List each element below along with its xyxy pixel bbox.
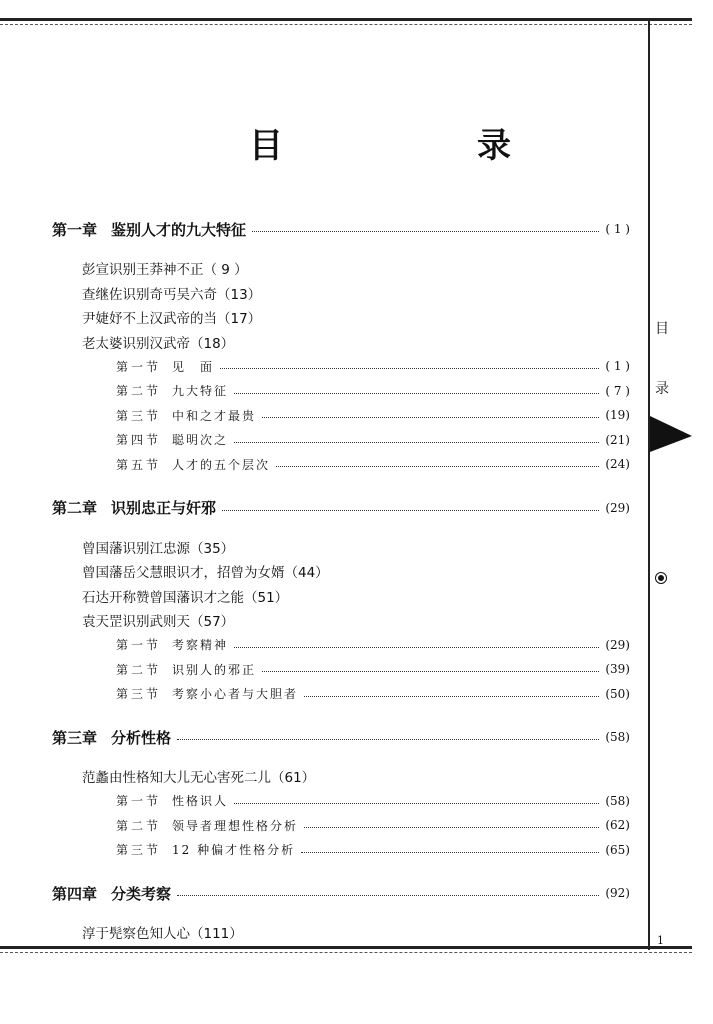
page-ref: (29) (605, 637, 630, 652)
toc-story (52, 256, 630, 281)
section-name: 12 种偏才性格分析 (172, 843, 296, 858)
toc-story (52, 764, 630, 789)
section-name: 性格识人 (172, 794, 229, 809)
page-ref: (58) (605, 793, 630, 808)
section-title (116, 841, 295, 858)
page-ref: (58) (605, 730, 630, 744)
toc-story (52, 281, 630, 306)
toc-section (52, 682, 630, 707)
chapter-name: 分析性格 (111, 728, 172, 747)
chapter-title (52, 883, 171, 904)
story-title: 查继佐识别奇丐吴六奇（13） (82, 286, 262, 303)
section-name: 人才的五个层次 (172, 457, 271, 472)
side-tab-top: 目 (655, 321, 669, 337)
section-name: 考察精神 (172, 638, 229, 653)
table-of-contents (52, 214, 630, 945)
chapter-title (52, 497, 216, 518)
section-name: 考察小心者与大胆者 (172, 687, 299, 702)
story-title: 老太婆识别汉武帝（18） (82, 335, 235, 352)
top-rule (0, 18, 692, 21)
section-number: 第二节 (116, 818, 162, 833)
page-ref: (39) (605, 662, 630, 677)
story-title: 范蠡由性格知大儿无心害死二儿（61） (82, 770, 316, 787)
dot-leader (304, 826, 599, 828)
page-ref: (24) (605, 457, 630, 472)
section-number: 第一节 (116, 794, 162, 809)
toc-section (52, 403, 630, 428)
page-ref: ( 7 ) (605, 383, 630, 398)
dot-leader (234, 441, 599, 443)
section-name: 见 面 (172, 359, 215, 374)
chapter-number: 第二章 (52, 499, 98, 517)
side-tab-bottom: 录 (655, 381, 669, 397)
section-title (116, 407, 256, 424)
page-ref: (62) (605, 818, 630, 833)
toc-section (52, 838, 630, 863)
story-title: 淳于髡察色知人心（111） (82, 926, 243, 943)
section-number: 第三节 (116, 843, 162, 858)
toc-section (52, 452, 630, 477)
page-ref: ( 1 ) (605, 222, 630, 236)
story-title: 石达开称赞曾国藩识才之能（51） (82, 589, 289, 606)
section-name: 九大特征 (172, 384, 229, 399)
page-ref: (50) (605, 686, 630, 701)
chapter-title (52, 727, 171, 748)
section-number: 第一节 (116, 359, 162, 374)
page-ref: ( 1 ) (605, 359, 630, 374)
chapter-number: 第四章 (52, 884, 98, 903)
toc-section (52, 813, 630, 838)
toc-chapter (52, 214, 630, 244)
dot-leader (276, 465, 599, 467)
toc-story (52, 305, 630, 330)
page-ref: (19) (605, 408, 630, 423)
page-number: 1 (657, 934, 664, 947)
section-number: 第一节 (116, 638, 162, 653)
chapter-name: 识别忠正与奸邪 (111, 499, 217, 517)
chapter-title (52, 219, 246, 240)
section-name: 领导者理想性格分析 (172, 818, 299, 833)
dot-leader (234, 392, 599, 394)
section-title (116, 382, 228, 399)
story-title: 彭宣识别王莽神不正（ 9 ） (82, 262, 248, 279)
section-number: 第二节 (116, 384, 162, 399)
dot-leader (177, 738, 599, 740)
toc-section (52, 633, 630, 658)
dot-leader (234, 802, 599, 804)
section-number: 第三节 (116, 408, 162, 423)
top-rule-dashed (0, 24, 692, 25)
toc-story (52, 920, 630, 945)
chapter-name: 鉴别人才的九大特征 (111, 220, 247, 239)
binding-hole-icon (655, 572, 667, 584)
section-number: 第五节 (116, 457, 162, 472)
toc-chapter (52, 878, 630, 908)
story-title: 曾国藩岳父慧眼识才，招曾为女婿（44） (82, 565, 329, 582)
dot-leader (177, 894, 599, 896)
dot-leader (252, 230, 599, 232)
dot-leader (301, 851, 599, 853)
section-title (116, 456, 270, 473)
bottom-rule (0, 946, 692, 949)
chapter-number: 第三章 (52, 728, 98, 747)
section-title (116, 358, 214, 375)
section-title (116, 431, 228, 448)
story-title: 尹婕妤不上汉武帝的当（17） (82, 311, 262, 328)
side-tab-marker (650, 416, 692, 452)
toc-section (52, 789, 630, 814)
toc-chapter (52, 722, 630, 752)
story-title: 曾国藩识别江忠源（35） (82, 540, 235, 557)
toc-chapter (52, 493, 630, 523)
dot-leader (222, 509, 599, 511)
dot-leader (220, 367, 599, 369)
chapter-name: 分类考察 (111, 884, 172, 903)
page-ref: (92) (605, 886, 630, 900)
toc-story (52, 584, 630, 609)
page-title: 目 录 (249, 126, 591, 166)
dot-leader (262, 416, 599, 418)
toc-story (52, 559, 630, 584)
section-title (116, 661, 256, 678)
page-ref: (29) (605, 500, 630, 515)
page-ref: (65) (605, 842, 630, 857)
section-name: 识别人的邪正 (172, 662, 257, 677)
section-title (116, 636, 228, 653)
story-title: 袁天罡识别武则天（57） (82, 614, 235, 631)
section-number: 第二节 (116, 662, 162, 677)
toc-section (52, 657, 630, 682)
page-ref: (21) (605, 432, 630, 447)
chapter-number: 第一章 (52, 220, 98, 239)
toc-section (52, 428, 630, 453)
toc-story (52, 535, 630, 560)
dot-leader (234, 646, 599, 648)
toc-section (52, 379, 630, 404)
toc-story (52, 330, 630, 355)
toc-story (52, 608, 630, 633)
section-name: 中和之才最贵 (172, 408, 257, 423)
section-name: 聪明次之 (172, 433, 229, 448)
toc-section (52, 354, 630, 379)
section-title (116, 685, 298, 702)
section-title (116, 792, 228, 809)
dot-leader (262, 670, 599, 672)
dot-leader (304, 695, 599, 697)
bottom-rule-dashed (0, 952, 692, 953)
section-number: 第四节 (116, 433, 162, 448)
section-title (116, 817, 298, 834)
section-number: 第三节 (116, 687, 162, 702)
